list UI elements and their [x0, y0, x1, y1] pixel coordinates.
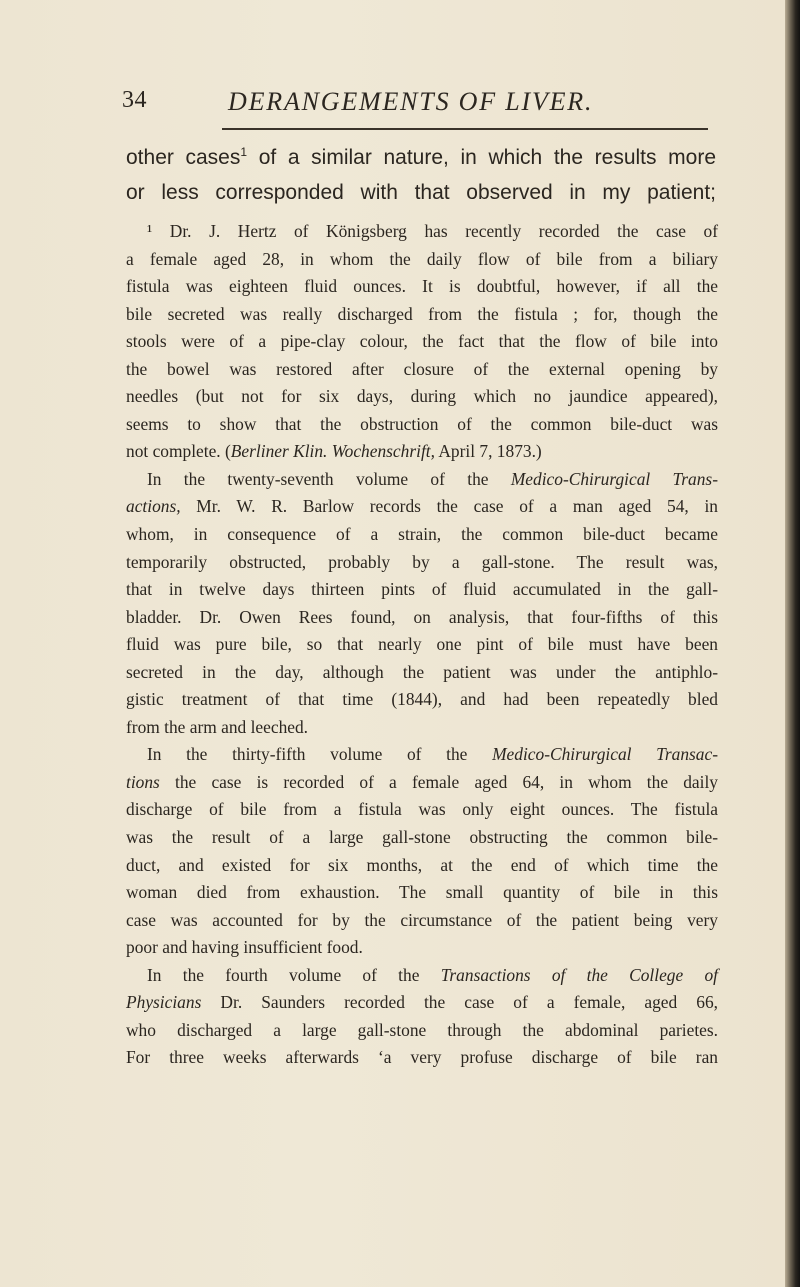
- main-text: [126, 140, 716, 210]
- citation-title: Berliner Klin. Wochenschrift,: [230, 441, 435, 462]
- footnote-line: For three weeks afterwards ‘a very profuse discharge of bile ran: [126, 1047, 718, 1068]
- page-header: [122, 87, 722, 127]
- footnote-line: bile secreted was really discharged from the fistula ; for, though the: [126, 303, 718, 324]
- footnote-line: seems to show that the obstruction of the common bile-duct was: [126, 413, 718, 434]
- footnote-reference: 1: [240, 145, 248, 159]
- footnote-line: bladder. Dr. Owen Rees found, on analysis, that four-fifths of this: [126, 606, 718, 627]
- header-rule: [222, 128, 708, 130]
- footnote-line: was the result of a large gall-stone obstructing the common bile-: [126, 827, 718, 848]
- footnote-line: secreted in the day, although the patient was under the antiphlo-: [126, 661, 718, 682]
- journal-title: Medico-Chirurgical Trans-: [510, 468, 718, 489]
- footnote-line: poor and having insufficient food.: [126, 937, 363, 958]
- footnote-line: duct, and existed for six months, at the end of which time the: [126, 854, 718, 875]
- journal-title: tions: [126, 771, 160, 792]
- page-edge-shadow: [785, 0, 800, 1287]
- footnote-line: case was accounted for by the circumstance of the patient being very: [126, 909, 718, 930]
- footnote-line: stools were of a pipe-clay colour, the fact that the flow of bile into: [126, 331, 718, 352]
- page-number: 34: [122, 87, 147, 113]
- footnote-line: tions the case is recorded of a female aged 64, in whom the daily: [126, 771, 718, 792]
- footnote-line: needles (but not for six days, during which no jaundice appeared),: [126, 386, 718, 407]
- footnote-line: the bowel was restored after closure of the external opening by: [126, 358, 718, 379]
- footnote-line: In the thirty-fifth volume of the Medico-Chirurgical Transac-: [147, 744, 718, 765]
- footnote-line: from the arm and leeched.: [126, 716, 309, 737]
- footnotes: [126, 218, 718, 1072]
- footnote-line: ¹ Dr. J. Hertz of Königsberg has recently recorded the case of: [147, 221, 718, 241]
- journal-title: Medico-Chirurgical Transac-: [492, 744, 718, 765]
- footnote-line: whom, in consequence of a strain, the common bile-duct became: [126, 524, 718, 545]
- footnote-line: fluid was pure bile, so that nearly one pint of bile must have been: [126, 634, 718, 655]
- main-text-line: or less corresponded with that observed in my patient;: [126, 181, 716, 204]
- journal-title: Transactions of the College of: [440, 964, 719, 985]
- footnote-line: that in twelve days thirteen pints of fluid accumulated in the gall-: [126, 579, 718, 600]
- footnote-line: temporarily obstructed, probably by a gall-stone. The result was,: [126, 551, 718, 572]
- footnote-line: Physicians Dr. Saunders recorded the case of a female, aged 66,: [126, 992, 718, 1013]
- footnote-line: gistic treatment of that time (1844), and had been repeatedly bled: [126, 689, 718, 710]
- footnote-line: a female aged 28, in whom the daily flow of bile from a biliary: [126, 248, 718, 269]
- footnote-line: In the fourth volume of the Transactions of the College of: [147, 964, 719, 985]
- footnote-line: In the twenty-seventh volume of the Medico-Chirurgical Trans-: [147, 468, 718, 489]
- footnote-marker: ¹: [147, 221, 153, 241]
- footnote-line: discharge of bile from a fistula was only eight ounces. The fistula: [126, 799, 718, 820]
- footnote-line: fistula was eighteen fluid ounces. It is doubtful, however, if all the: [126, 276, 718, 297]
- main-text-line: other cases$^1$ of a similar nature, in which the results more: [126, 145, 717, 169]
- journal-title: actions,: [126, 496, 181, 517]
- footnote-line: not complete. (Berliner Klin. Wochenschrift, April 7, 1873.): [126, 441, 542, 462]
- footnote-line: who discharged a large gall-stone through the abdominal parietes.: [126, 1019, 718, 1040]
- footnote-line: woman died from exhaustion. The small quantity of bile in this: [126, 882, 718, 903]
- journal-title: Physicians: [126, 992, 202, 1013]
- running-title: DERANGEMENTS OF LIVER.: [228, 87, 594, 116]
- footnote-line: actions, Mr. W. R. Barlow records the case of a man aged 54, in: [126, 496, 718, 517]
